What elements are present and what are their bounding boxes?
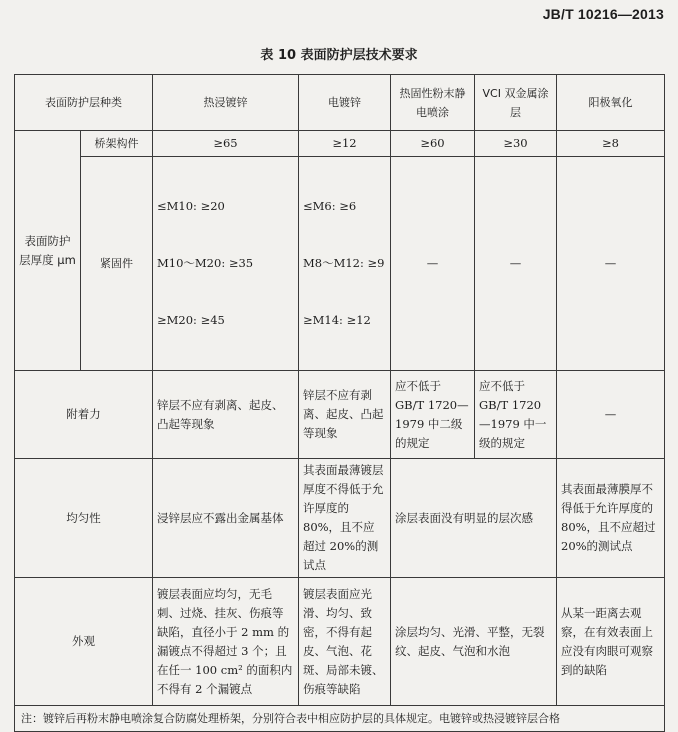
uniformity-label: 均匀性 xyxy=(15,459,153,578)
fastener-hot-dip-values xyxy=(153,157,299,371)
uniformity-powder-vci: 涂层表面没有明显的层次感 xyxy=(391,459,557,578)
fastener-powder-value: — xyxy=(391,157,475,371)
note-row xyxy=(15,706,665,732)
fastener-electro-line: M8～M12: ≥9 xyxy=(303,256,385,270)
thickness-bridge-row xyxy=(15,131,665,157)
col-header-anodic: 阳极氧化 xyxy=(557,75,665,131)
adhesion-anodic: — xyxy=(557,371,665,459)
standard-code: JB/T 10216—2013 xyxy=(542,6,664,22)
thickness-fastener-row xyxy=(15,157,665,371)
appearance-hot-dip: 镀层表面应均匀，无毛刺、过烧、挂灰、伤痕等缺陷，直径小于 2 mm 的漏镀点不得超过 3 个；且在任一 100 cm² 的面积内不得有 2 个漏镀点 xyxy=(153,578,299,706)
appearance-anodic: 从某一距离去观察，在有效表面上应没有肉眼可观察到的缺陷 xyxy=(557,578,665,706)
bridge-powder-value: ≥60 xyxy=(391,131,475,157)
table-note: 注：镀锌后再粉末静电喷涂复合防腐处理桥架，分别符合表中相应防护层的具体规定。电镀锌或热浸镀锌层合格 xyxy=(15,706,665,732)
uniformity-electro: 其表面最薄镀层厚度不得低于允许厚度的 80%，且不应超过 20%的测试点 xyxy=(299,459,391,578)
fastener-hot-dip-line: ≤M10: ≥20 xyxy=(157,199,225,213)
adhesion-row xyxy=(15,371,665,459)
bridge-electro-value: ≥12 xyxy=(299,131,391,157)
col-header-vci: VCI 双金属涂层 xyxy=(475,75,557,131)
col-header-electro: 电镀锌 xyxy=(299,75,391,131)
uniformity-hot-dip: 浸锌层应不露出金属基体 xyxy=(153,459,299,578)
appearance-powder-vci: 涂层均匀、光滑、平整，无裂纹、起皮、气泡和水泡 xyxy=(391,578,557,706)
table-title: 表 10 表面防护层技术要求 xyxy=(260,48,418,63)
uniformity-anodic: 其表面最薄膜厚不得低于允许厚度的 80%，且不应超过 20%的测试点 xyxy=(557,459,665,578)
bridge-component-label: 桥架构件 xyxy=(81,131,153,157)
fastener-hot-dip-line: ≥M20: ≥45 xyxy=(157,313,225,327)
bridge-anodic-value: ≥8 xyxy=(557,131,665,157)
fastener-electro-line: ≤M6: ≥6 xyxy=(303,199,357,213)
col-header-hot-dip: 热浸镀锌 xyxy=(153,75,299,131)
header-row xyxy=(15,75,665,131)
fastener-vci-value: — xyxy=(475,157,557,371)
adhesion-hot-dip: 锌层不应有剥离、起皮、凸起等现象 xyxy=(153,371,299,459)
fastener-anodic-value: — xyxy=(557,157,665,371)
fastener-label: 紧固件 xyxy=(81,157,153,371)
adhesion-powder: 应不低于GB/T 1720—1979 中二级的规定 xyxy=(391,371,475,459)
col-header-type: 表面防护层种类 xyxy=(15,75,153,131)
fastener-electro-line: ≥M14: ≥12 xyxy=(303,313,371,327)
fastener-electro-values xyxy=(299,157,391,371)
adhesion-vci: 应不低于GB/T 1720—1979 中一级的规定 xyxy=(475,371,557,459)
fastener-hot-dip-line: M10～M20: ≥35 xyxy=(157,256,254,270)
bridge-hot-dip-value: ≥65 xyxy=(153,131,299,157)
col-header-powder: 热固性粉末静电喷涂 xyxy=(391,75,475,131)
bridge-vci-value: ≥30 xyxy=(475,131,557,157)
adhesion-label: 附着力 xyxy=(15,371,153,459)
adhesion-electro: 锌层不应有剥离、起皮、凸起等现象 xyxy=(299,371,391,459)
appearance-label: 外观 xyxy=(15,578,153,706)
uniformity-row xyxy=(15,459,665,578)
appearance-row xyxy=(15,578,665,706)
thickness-label: 表面防护层厚度 μm xyxy=(15,131,81,371)
protection-requirements-table xyxy=(14,74,665,732)
appearance-electro: 镀层表面应光滑、均匀、致密，不得有起皮、气泡、花斑、局部未镀、伤痕等缺陷 xyxy=(299,578,391,706)
